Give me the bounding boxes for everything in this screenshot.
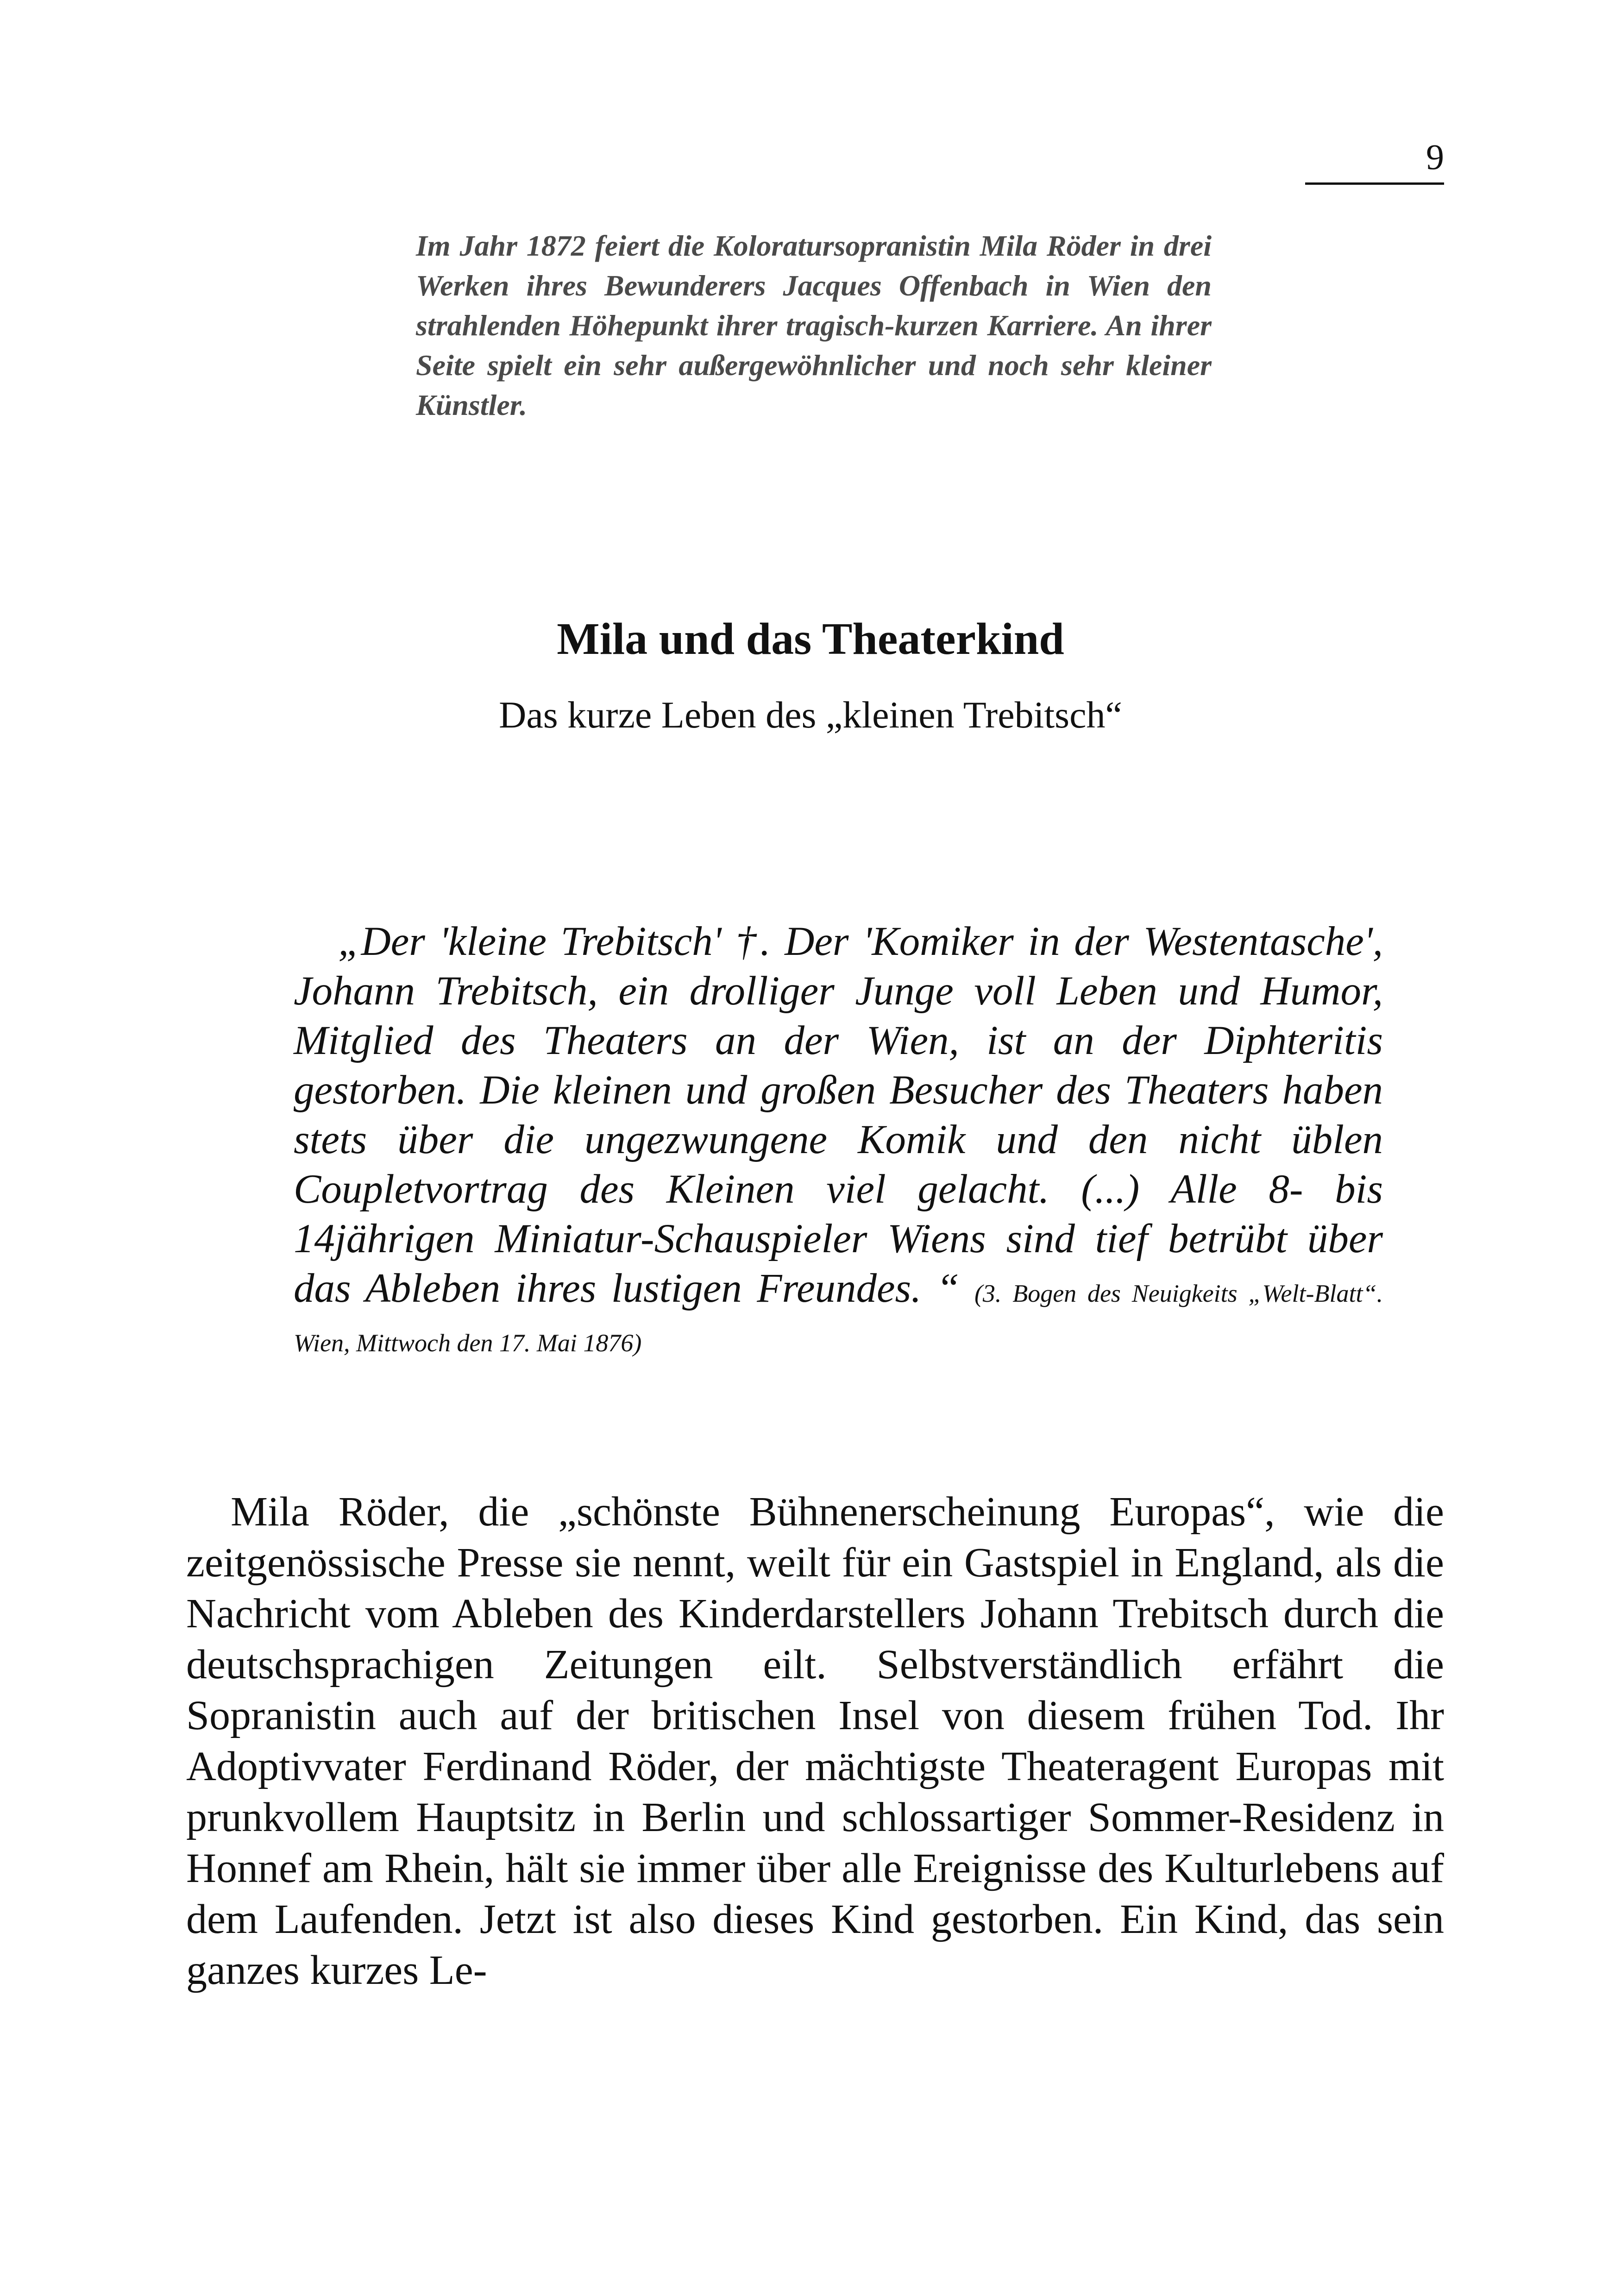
chapter-abstract: Im Jahr 1872 feiert die Koloratursopranistin Mila Röder in drei Werken ihres Bewunderers Jacques Offenbach in Wien den strahlenden Höhepunkt ihrer tragisch-kurzen Karriere. An ihrer Seite spielt ein sehr außergewöhnlicher und noch sehr kleiner Künstler. [416,229,1212,421]
body-paragraph: Mila Röder, die „schönste Bühnenerscheinung Europas“, wie die zeitgenössische Presse sie nennt, weilt für ein Gastspiel in England, als die Nachricht vom Ableben des Kinderdarstellers Johann Trebitsch durch die deutschsprachigen Zeitungen eilt. Selbstverständlich erfährt die Sopranistin auch auf der britischen Insel von diesem frühen Tod. Ihr Adoptivvater Ferdinand Röder, der mächtigste Theateragent Europas mit prunkvollem Hauptsitz in Berlin und schlossartiger Sommer-Residenz in Honnef am Rhein, hält sie immer über alle Ereignisse des Kulturlebens auf dem Laufenden. Jetzt ist also dieses Kind gestorben. Ein Kind, das sein ganzes kurzes Le- [186,1489,1444,1993]
chapter-subtitle: Das kurze Leben des „kleinen Trebitsch“ [499,694,1122,736]
epigraph-quote: „Der 'kleine Trebitsch' †. Der 'Komiker in der Westentasche', Johann Trebitsch, ein drolliger Junge voll Leben und Humor, Mitglied des Theaters an der Wien, ist an der Diphteritis gestorben. Die kleinen und großen Besucher des Theaters haben stets über die ungezwungene Komik und den nicht üblen Coupletvortrag des Kleinen viel gelacht. (...) Alle 8- bis 14jährigen Miniatur-Schauspieler Wiens sind tief betrübt über das Ableben ihres lustigen Freundes. “ [294,919,1383,1311]
chapter-title: Mila und das Theaterkind [557,614,1064,664]
epigraph [294,917,1383,1363]
epigraph-source: (3. Bogen des Neuigkeits „Welt-Blatt“. Wien, Mittwoch den 17. Mai 1876) [294,1280,1383,1357]
page-number: 9 [1305,139,1444,185]
